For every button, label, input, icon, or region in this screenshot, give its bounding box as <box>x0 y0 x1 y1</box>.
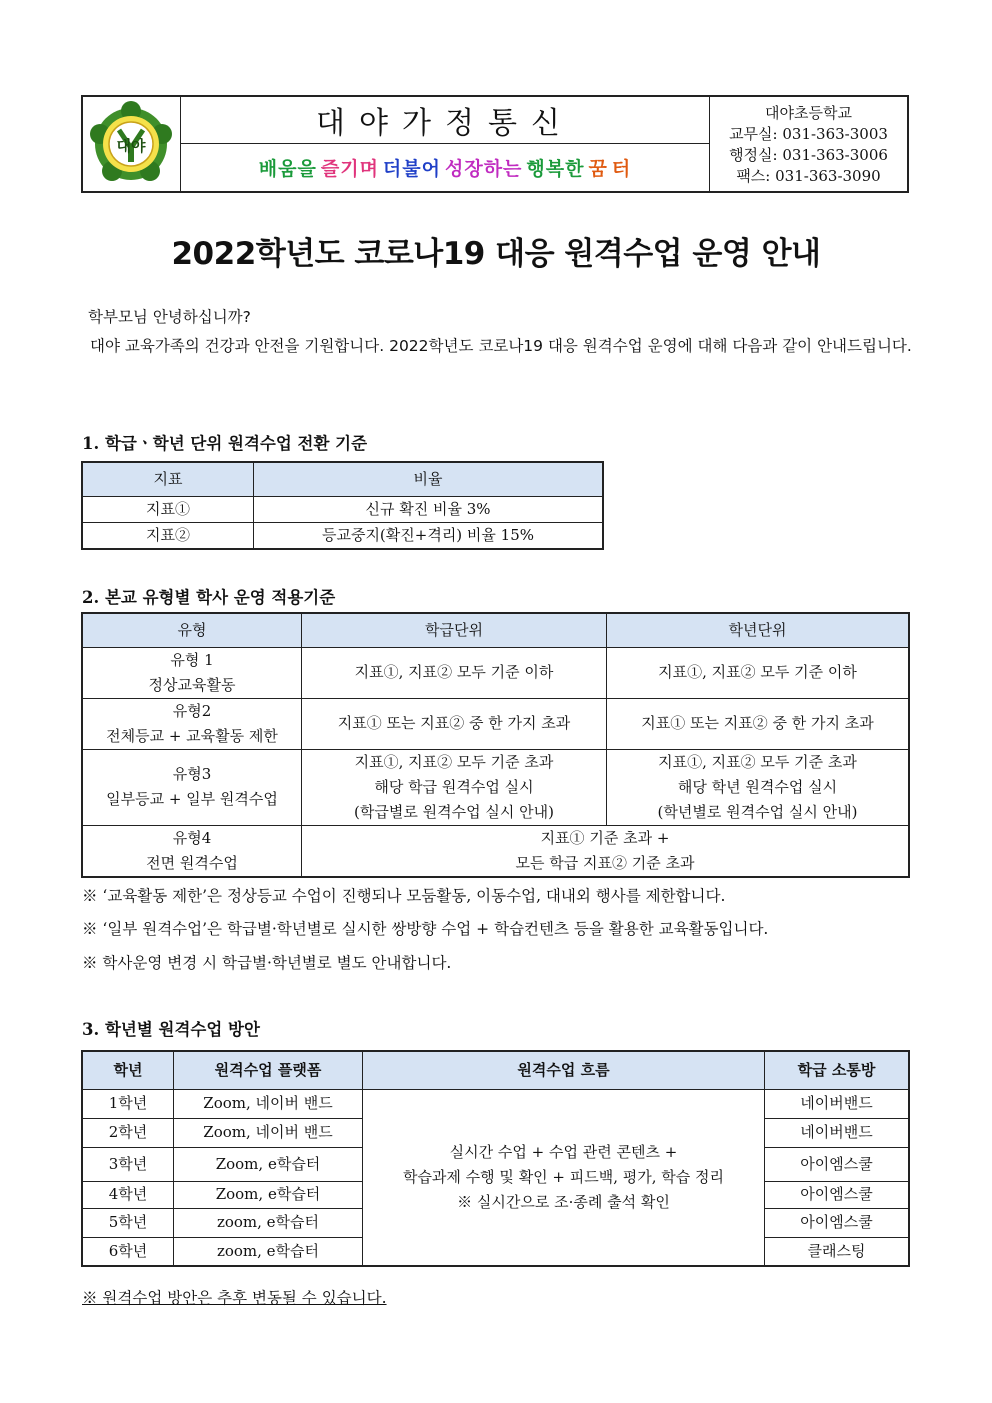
admin-phone: 행정실: 031-363-3006 <box>729 146 888 164</box>
criteria-table <box>81 461 604 550</box>
table-cell <box>607 749 910 825</box>
platform-cell: Zoom, 네이버 밴드 <box>174 1118 363 1147</box>
grade-cell: 2학년 <box>82 1118 174 1147</box>
platform-cell: zoom, e학습터 <box>174 1237 363 1266</box>
column-header: 학년단위 <box>607 613 910 647</box>
room-cell: 네이버밴드 <box>765 1118 910 1147</box>
motto-word: 배움을 <box>258 158 317 180</box>
cell-line: 해당 학급 원격수업 실시 <box>374 777 534 796</box>
table-cell: 지표① 또는 지표② 중 한 가지 초과 <box>302 698 607 749</box>
grade-cell: 3학년 <box>82 1147 174 1181</box>
column-header: 원격수업 흐름 <box>363 1051 765 1089</box>
cell-line: 학습과제 수행 및 확인 + 피드백, 평가, 학습 정리 <box>402 1167 725 1186</box>
school-contact <box>709 97 907 191</box>
motto-word: 터 <box>611 158 632 180</box>
table-cell: 등교중지(확진+격리) 비율 15% <box>254 522 604 549</box>
table-cell: 신규 확진 비율 3% <box>254 496 604 522</box>
motto-word: 성장하는 <box>444 158 523 180</box>
cell-line: ※ 실시간으로 조·종례 출석 확인 <box>457 1192 670 1211</box>
table-cell <box>302 749 607 825</box>
footnote: ※ 원격수업 방안은 추후 변동될 수 있습니다. <box>82 1289 387 1307</box>
grade-cell: 4학년 <box>82 1181 174 1208</box>
cell-line: (학년별로 원격수업 실시 안내) <box>657 802 858 821</box>
column-header: 원격수업 플랫폼 <box>174 1051 363 1089</box>
motto-word: 행복한 <box>526 158 585 180</box>
type-name: 유형4 <box>172 828 212 847</box>
svg-text:대야: 대야 <box>116 137 146 155</box>
page-title: 2022학년도 코로나19 대응 원격수업 운영 안내 <box>171 236 821 272</box>
platform-cell: zoom, e학습터 <box>174 1208 363 1237</box>
note-item: ※ ‘일부 원격수업’은 학급별·학년별로 실시한 쌍방향 수업 + 학습컨텐츠 등을 활용한 교육활동입니다. <box>82 920 769 938</box>
newsletter-title: 대야가정통신 <box>181 97 709 144</box>
table-cell: 지표② <box>82 522 254 549</box>
office-phone: 교무실: 031-363-3003 <box>729 125 888 143</box>
school-logo <box>83 97 181 191</box>
table-cell: 지표①, 지표② 모두 기준 이하 <box>302 647 607 698</box>
newsletter-header <box>81 95 909 193</box>
school-motto <box>181 144 709 191</box>
room-cell: 아이엠스쿨 <box>765 1181 910 1208</box>
note-item: ※ ‘교육활동 제한’은 정상등교 수업이 진행되나 모둠활동, 이동수업, 대내외 행사를 제한합니다. <box>82 887 726 905</box>
cell-line: (학급별로 원격수업 실시 안내) <box>354 802 554 821</box>
cell-line: 지표① 기준 초과 + <box>540 828 670 847</box>
table-cell: 지표①, 지표② 모두 기준 이하 <box>607 647 910 698</box>
grade-remote-plan-table <box>81 1050 910 1267</box>
type-desc: 전체등교 + 교육활동 제한 <box>106 726 278 745</box>
column-header: 비율 <box>254 462 604 496</box>
column-header: 유형 <box>82 613 302 647</box>
grade-cell: 1학년 <box>82 1089 174 1118</box>
table-cell <box>302 825 910 877</box>
grade-cell: 5학년 <box>82 1208 174 1237</box>
column-header: 지표 <box>82 462 254 496</box>
table-cell: 지표① 또는 지표② 중 한 가지 초과 <box>607 698 910 749</box>
section1-heading: 1. 학급ㆍ학년 단위 원격수업 전환 기준 <box>82 434 368 453</box>
column-header: 학급 소통방 <box>765 1051 910 1089</box>
fax-number: 팩스: 031-363-3090 <box>736 167 881 185</box>
school-name: 대야초등학교 <box>765 104 852 122</box>
grade-cell: 6학년 <box>82 1237 174 1266</box>
type-desc: 일부등교 + 일부 원격수업 <box>106 790 278 808</box>
column-header: 학급단위 <box>302 613 607 647</box>
type-cell <box>82 825 302 877</box>
type-desc: 정상교육활동 <box>148 675 236 694</box>
room-cell: 클래스팅 <box>765 1237 910 1266</box>
operation-type-table <box>81 612 910 878</box>
cell-line: 모든 학급 지표② 기준 초과 <box>515 853 695 872</box>
type-name: 유형3 <box>172 765 212 783</box>
type-cell <box>82 698 302 749</box>
platform-cell: Zoom, 네이버 밴드 <box>174 1089 363 1118</box>
note-item: ※ 학사운영 변경 시 학급별·학년별로 별도 안내합니다. <box>82 954 452 972</box>
column-header: 학년 <box>82 1051 174 1089</box>
room-cell: 네이버밴드 <box>765 1089 910 1118</box>
type-desc: 전면 원격수업 <box>146 853 238 872</box>
motto-word: 꿈 <box>588 158 608 180</box>
motto-word: 즐기며 <box>320 158 379 180</box>
type-cell <box>82 749 302 825</box>
table-row <box>82 1089 909 1118</box>
platform-cell: Zoom, e학습터 <box>174 1147 363 1181</box>
cell-line: 지표①, 지표② 모두 기준 초과 <box>354 752 554 771</box>
table-cell: 지표① <box>82 496 254 522</box>
platform-cell: Zoom, e학습터 <box>174 1181 363 1208</box>
type-cell <box>82 647 302 698</box>
intro-greeting: 학부모님 안녕하십니까? <box>88 308 251 326</box>
room-cell: 아이엠스쿨 <box>765 1147 910 1181</box>
cell-line: 지표①, 지표② 모두 기준 초과 <box>658 752 857 771</box>
motto-word: 더불어 <box>382 158 441 180</box>
type-name: 유형2 <box>172 701 212 720</box>
school-emblem-icon <box>83 97 179 191</box>
type-name: 유형 1 <box>170 650 214 669</box>
section3-heading: 3. 학년별 원격수업 방안 <box>82 1020 260 1039</box>
cell-line: 해당 학년 원격수업 실시 <box>677 777 838 796</box>
flow-cell <box>363 1089 765 1266</box>
section2-heading: 2. 본교 유형별 학사 운영 적용기준 <box>82 588 336 607</box>
cell-line: 실시간 수업 + 수업 관련 콘텐츠 + <box>449 1142 678 1161</box>
room-cell: 아이엠스쿨 <box>765 1208 910 1237</box>
intro-body: 대야 교육가족의 건강과 안전을 기원합니다. 2022학년도 코로나19 대응 원격수업 운영에 대해 다음과 같이 안내드립니다. <box>90 337 912 355</box>
